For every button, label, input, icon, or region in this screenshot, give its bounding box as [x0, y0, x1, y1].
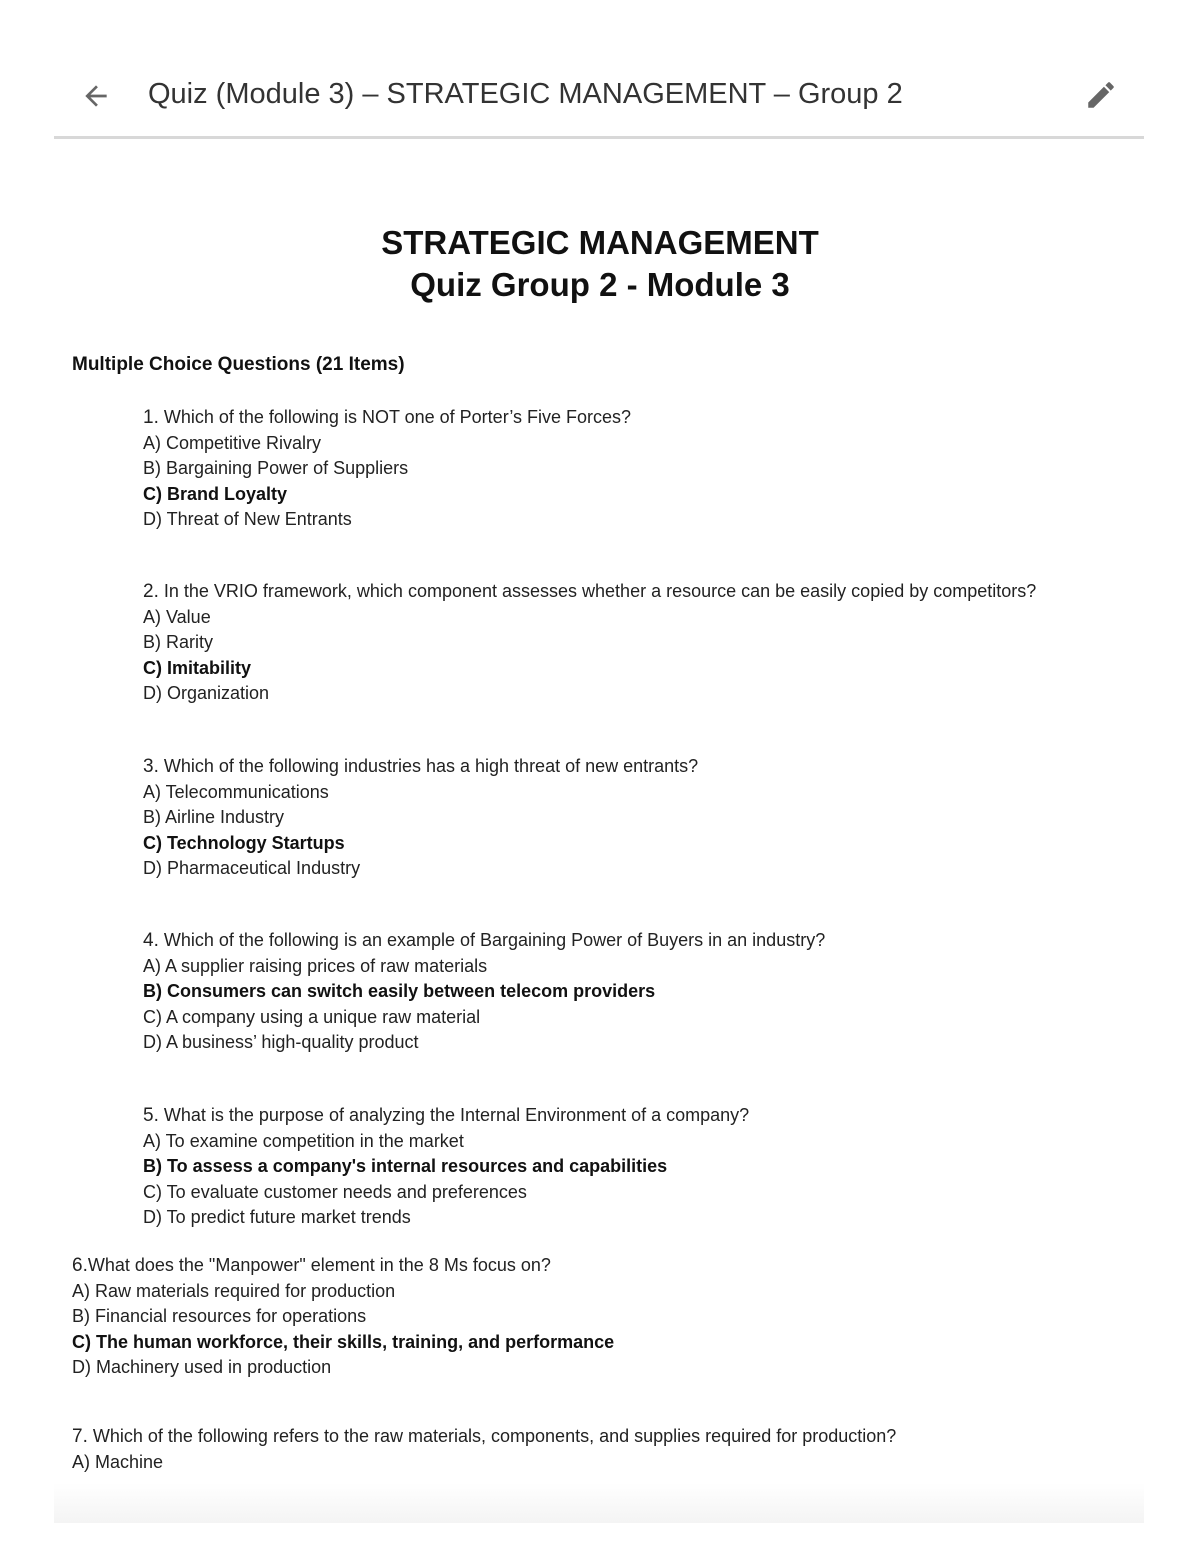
- answer-option: D) A business’ high-quality product: [143, 1032, 419, 1052]
- question-number: 5.: [143, 1105, 159, 1126]
- question-number: 6.: [72, 1255, 88, 1276]
- question-block: [143, 405, 631, 533]
- answer-option: A) Machine: [72, 1451, 164, 1472]
- answer-option: B) Airline Industry: [143, 807, 285, 827]
- answer-option: C) To evaluate customer needs and preferences: [143, 1181, 527, 1202]
- question-block: [143, 579, 1036, 707]
- answer-option: A) A supplier raising prices of raw materials: [143, 955, 488, 976]
- answer-option: A) Value: [143, 606, 211, 627]
- question-number: 3.: [143, 756, 159, 777]
- edit-button[interactable]: [1084, 78, 1118, 112]
- question-number: 1.: [143, 407, 159, 428]
- answer-option-correct: C) Imitability: [143, 657, 252, 678]
- question-stem: What is the purpose of analyzing the Internal Environment of a company?: [158, 1105, 750, 1125]
- app-title: Quiz (Module 3) – STRATEGIC MANAGEMENT – Group 2: [148, 78, 903, 110]
- back-button[interactable]: [80, 80, 112, 112]
- answer-option: B) Bargaining Power of Suppliers: [143, 458, 409, 478]
- question-block: [143, 1103, 749, 1231]
- answer-option-correct: C) Technology Startups: [143, 832, 345, 853]
- answer-option: A) Telecommunications: [143, 781, 329, 802]
- answer-option-correct: C) Brand Loyalty: [143, 483, 288, 504]
- answer-option: A) To examine competition in the market: [143, 1130, 464, 1151]
- document-subtitle: Quiz Group 2 - Module 3: [410, 266, 790, 303]
- question-text: [72, 1253, 614, 1279]
- answer-option: D) Threat of New Entrants: [143, 509, 352, 529]
- question-block: [72, 1424, 896, 1475]
- answer-option-correct: B) To assess a company's internal resources and capabilities: [143, 1156, 668, 1176]
- question-text: [143, 579, 1036, 605]
- question-number: 4.: [143, 930, 159, 951]
- answer-option: B) Rarity: [143, 632, 214, 652]
- question-number: 7.: [72, 1426, 88, 1447]
- question-block: [143, 928, 825, 1056]
- answer-option: D) To predict future market trends: [143, 1207, 411, 1227]
- question-stem: Which of the following is NOT one of Porter’s Five Forces?: [158, 407, 632, 427]
- question-text: [143, 1103, 749, 1129]
- app-bar: [54, 60, 1144, 139]
- question-stem: In the VRIO framework, which component assesses whether a resource can be easily copied by competitors?: [158, 581, 1037, 601]
- pencil-icon: [1084, 78, 1118, 112]
- arrow-back-icon: [80, 80, 112, 112]
- answer-option: B) Financial resources for operations: [72, 1306, 367, 1326]
- question-block: [143, 754, 698, 882]
- answer-option: D) Organization: [143, 683, 270, 703]
- question-text: [143, 405, 631, 431]
- answer-option: D) Pharmaceutical Industry: [143, 858, 361, 878]
- answer-option: C) A company using a unique raw material: [143, 1006, 481, 1027]
- question-stem: What does the "Manpower" element in the 8 Ms focus on?: [87, 1255, 551, 1275]
- answer-option: A) Raw materials required for production: [72, 1280, 396, 1301]
- document-title: STRATEGIC MANAGEMENT: [381, 224, 819, 261]
- section-heading: Multiple Choice Questions (21 Items): [72, 354, 405, 375]
- answer-option: A) Competitive Rivalry: [143, 432, 322, 453]
- answer-option-correct: C) The human workforce, their skills, training, and performance: [72, 1331, 615, 1352]
- question-number: 2.: [143, 581, 159, 602]
- question-block: [72, 1253, 614, 1381]
- question-text: [143, 754, 698, 780]
- question-text: [72, 1424, 896, 1450]
- question-stem: Which of the following is an example of Bargaining Power of Buyers in an industry?: [158, 930, 826, 950]
- answer-option: D) Machinery used in production: [72, 1357, 332, 1377]
- question-stem: Which of the following industries has a high threat of new entrants?: [158, 756, 699, 776]
- question-text: [143, 928, 825, 954]
- page-bottom-shadow: [54, 1483, 1144, 1523]
- answer-option-correct: B) Consumers can switch easily between telecom providers: [143, 981, 656, 1001]
- question-stem: Which of the following refers to the raw materials, components, and supplies required for production?: [87, 1426, 897, 1446]
